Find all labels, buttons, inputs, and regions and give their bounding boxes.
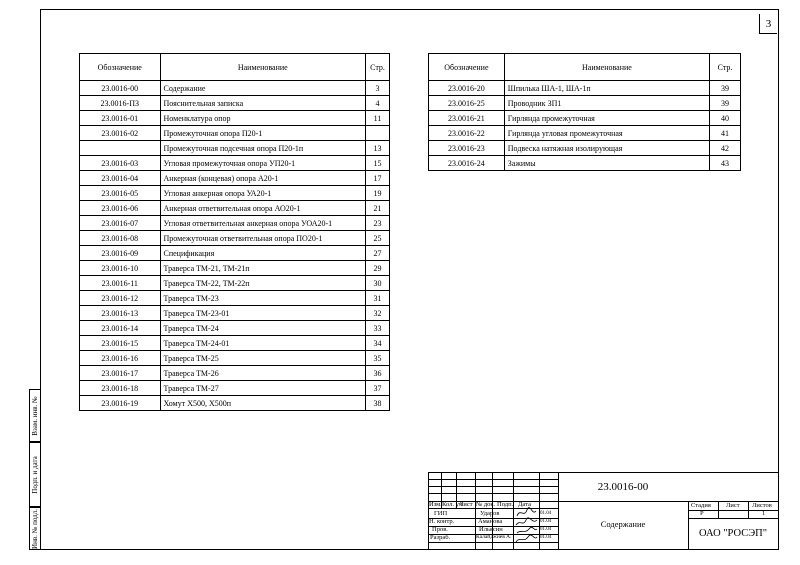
sheet-label: Лист (726, 502, 740, 509)
sheet-number: 3 (759, 14, 777, 34)
row-page: 32 (366, 306, 390, 321)
row-name: Промежуточная ответвительная опора ПО20-1 (160, 231, 366, 246)
stage-label: Стадия (691, 502, 711, 509)
table-row (429, 156, 741, 171)
table-row (80, 291, 390, 306)
row-code: 23.0016-02 (80, 126, 161, 141)
table-row (80, 216, 390, 231)
date-razrab: 01.04 (540, 535, 552, 540)
row-name: Угловая ответвительная анкерная опора УОА20-1 (160, 216, 366, 231)
row-code: 23.0016-05 (80, 186, 161, 201)
sheets-label: Листов (752, 502, 772, 509)
row-name: Промежуточная опора П20-1 (160, 126, 366, 141)
row-code: 23.0016-14 (80, 321, 161, 336)
row-code: 23.0016-15 (80, 336, 161, 351)
row-page: 37 (366, 381, 390, 396)
row-page: 15 (366, 156, 390, 171)
row-page: 31 (366, 291, 390, 306)
side-stamp-inv-sub: Взам. инв. № (29, 389, 40, 442)
row-page: 21 (366, 201, 390, 216)
table-row (80, 96, 390, 111)
header-name: Наименование (504, 54, 709, 81)
row-name: Промежуточная подсечная опора П20-1п (160, 141, 366, 156)
table-row (80, 276, 390, 291)
header-page: Стр. (710, 54, 741, 81)
date-nkontr: 01.04 (540, 519, 552, 524)
table-row (429, 81, 741, 96)
organization: ОАО "РОСЭП" (698, 528, 768, 539)
row-code: 23.0016-17 (80, 366, 161, 381)
row-code: 23.0016-13 (80, 306, 161, 321)
contents-table-right (428, 53, 741, 171)
row-name: Траверса ТМ-26 (160, 366, 366, 381)
header-page: Стр. (366, 54, 390, 81)
table-row (80, 81, 390, 96)
row-name: Номенклатура опор (160, 111, 366, 126)
row-code: 23.0016-00 (80, 81, 161, 96)
row-page: 3 (366, 81, 390, 96)
row-page: 19 (366, 186, 390, 201)
table-row (429, 111, 741, 126)
table-row (80, 246, 390, 261)
table-row (80, 156, 390, 171)
row-name: Угловая промежуточная опора УП20-1 (160, 156, 366, 171)
row-name: Траверса ТМ-24 (160, 321, 366, 336)
table-row (80, 111, 390, 126)
row-page: 13 (366, 141, 390, 156)
row-code: 23.0016-24 (429, 156, 505, 171)
row-code: 23.0016-21 (429, 111, 505, 126)
row-page: 25 (366, 231, 390, 246)
row-code: 23.0016-22 (429, 126, 505, 141)
table-row (80, 366, 390, 381)
table-header-row (429, 54, 741, 81)
row-page: 39 (710, 81, 741, 96)
name-nkontr: Аманова (478, 518, 503, 525)
row-name: Траверса ТМ-23-01 (160, 306, 366, 321)
row-code: 23.0016-19 (80, 396, 161, 411)
row-page: 39 (710, 96, 741, 111)
row-code: 23.0016-01 (80, 111, 161, 126)
row-page: 42 (710, 141, 741, 156)
row-page: 27 (366, 246, 390, 261)
contents-table-left (79, 53, 390, 411)
row-page: 29 (366, 261, 390, 276)
date-prov: 01.04 (540, 527, 552, 532)
row-name: Анкерная (концевая) опора А20-1 (160, 171, 366, 186)
row-page: 33 (366, 321, 390, 336)
row-name: Траверса ТМ-21, ТМ-21п (160, 261, 366, 276)
row-code: 23.0016-03 (80, 156, 161, 171)
row-code: 23.0016-12 (80, 291, 161, 306)
table-row (80, 201, 390, 216)
row-name: Зажимы (504, 156, 709, 171)
table-row (429, 126, 741, 141)
table-row (80, 186, 390, 201)
table-row (80, 171, 390, 186)
row-name: Пояснительная записка (160, 96, 366, 111)
row-page: 30 (366, 276, 390, 291)
row-code: 23.0016-10 (80, 261, 161, 276)
row-code: 23.0016-06 (80, 201, 161, 216)
table-row (80, 321, 390, 336)
stage-value: Р (700, 510, 704, 517)
row-name: Траверса ТМ-25 (160, 351, 366, 366)
col-kol-uch: Кол. уч (442, 501, 463, 508)
table-row (429, 96, 741, 111)
role-prov: Пров. (432, 526, 448, 533)
name-prov: Ильясин (479, 526, 503, 533)
row-page: 40 (710, 111, 741, 126)
row-page: 23 (366, 216, 390, 231)
name-gip: Ударов (480, 510, 500, 517)
row-code: 23.0016-04 (80, 171, 161, 186)
name-razrab: Калайджиев А. (476, 534, 512, 540)
row-code: 23.0016-09 (80, 246, 161, 261)
row-code: 23.0016-18 (80, 381, 161, 396)
col-doc-no: № док. (476, 501, 496, 508)
row-page: 17 (366, 171, 390, 186)
table-row (80, 261, 390, 276)
row-name: Траверса ТМ-22, ТМ-22п (160, 276, 366, 291)
table-row (80, 306, 390, 321)
doc-code: 23.0016-00 (597, 481, 649, 493)
row-name: Анкерная ответвительная опора АО20-1 (160, 201, 366, 216)
date-gip: 01.04 (540, 511, 552, 516)
row-name: Подвеска натяжная изолирующая (504, 141, 709, 156)
row-name: Шпилька ША-1, ША-1п (504, 81, 709, 96)
row-page: 36 (366, 366, 390, 381)
signature-icon (514, 506, 539, 548)
row-page: 4 (366, 96, 390, 111)
row-page: 11 (366, 111, 390, 126)
col-izm: Изм. (429, 501, 442, 508)
row-name: Траверса ТМ-23 (160, 291, 366, 306)
col-sign: Подп. (497, 501, 514, 508)
table-row (80, 126, 390, 141)
table-row (80, 336, 390, 351)
row-name: Проводник ЗП1 (504, 96, 709, 111)
row-name: Спецификация (160, 246, 366, 261)
row-code: 23.0016-07 (80, 216, 161, 231)
row-name: Траверса ТМ-24-01 (160, 336, 366, 351)
row-name: Содержание (160, 81, 366, 96)
title-block (428, 472, 779, 550)
row-code (80, 141, 161, 156)
table-row (80, 381, 390, 396)
table-row (80, 351, 390, 366)
row-name: Угловая анкерная опора УА20-1 (160, 186, 366, 201)
table-row (80, 231, 390, 246)
row-name: Хомут Х500, Х500п (160, 396, 366, 411)
row-page: 41 (710, 126, 741, 141)
header-code: Обозначение (429, 54, 505, 81)
row-code: 23.0016-20 (429, 81, 505, 96)
header-code: Обозначение (80, 54, 161, 81)
side-stamp-inv-orig: Инв. № подл. (31, 508, 39, 549)
row-name: Траверса ТМ-27 (160, 381, 366, 396)
row-page (366, 126, 390, 141)
role-nkontr: Н. контр. (429, 518, 455, 525)
row-name: Гирлянда угловая промежуточная (504, 126, 709, 141)
table-header-row (80, 54, 390, 81)
row-page: 35 (366, 351, 390, 366)
sheets-value: 1 (762, 510, 766, 517)
header-name: Наименование (160, 54, 366, 81)
row-code: 23.0016-11 (80, 276, 161, 291)
row-code: 23.0016-25 (429, 96, 505, 111)
side-stamp-sign-date: Подп. и дата (29, 442, 40, 507)
table-row (80, 141, 390, 156)
role-gip: ГИП (434, 510, 448, 517)
row-page: 38 (366, 396, 390, 411)
col-date: Дата (518, 501, 531, 508)
row-page: 43 (710, 156, 741, 171)
row-name: Гирлянда промежуточная (504, 111, 709, 126)
doc-title: Содержание (600, 519, 646, 529)
row-code: 23.0016-ПЗ (80, 96, 161, 111)
row-code: 23.0016-16 (80, 351, 161, 366)
table-row (80, 396, 390, 411)
row-code: 23.0016-08 (80, 231, 161, 246)
table-row (429, 141, 741, 156)
row-code: 23.0016-23 (429, 141, 505, 156)
row-page: 34 (366, 336, 390, 351)
col-list: Лист (459, 501, 473, 508)
role-razrab: Разраб. (430, 534, 451, 541)
